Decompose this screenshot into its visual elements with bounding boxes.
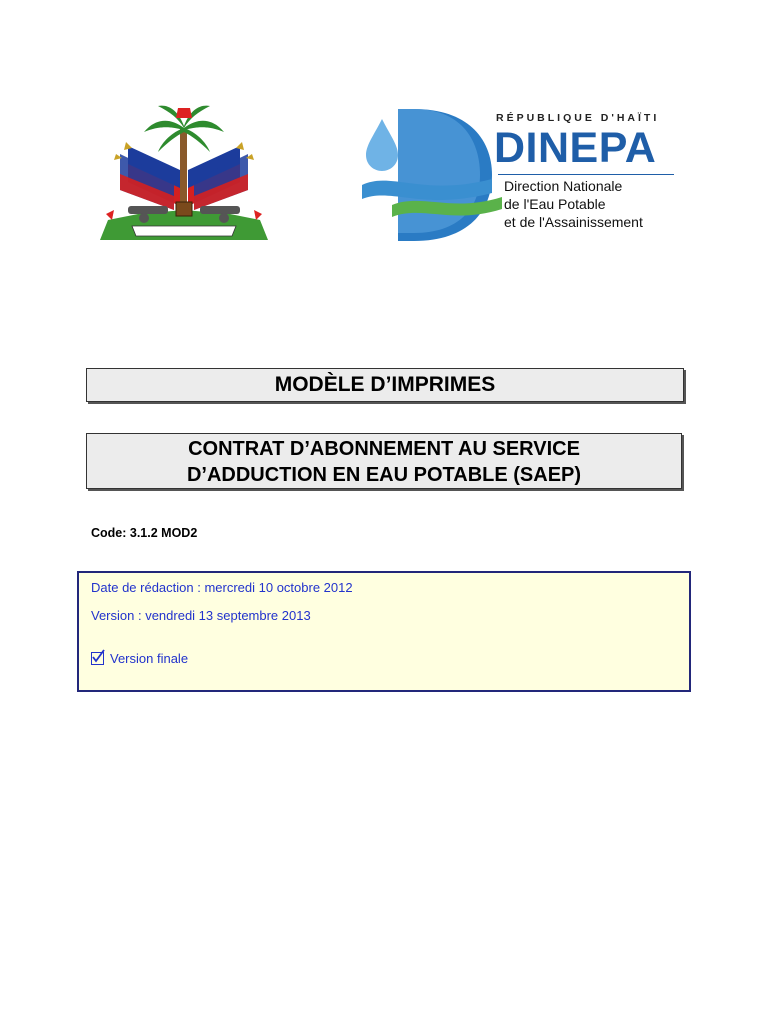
logo-subtitle-line-3: et de l'Assainissement bbox=[504, 214, 643, 230]
logo-subtitle-line-2: de l'Eau Potable bbox=[504, 196, 606, 212]
date-redaction: Date de rédaction : mercredi 10 octobre 2012 bbox=[91, 580, 353, 595]
version-status bbox=[91, 651, 188, 666]
document-subtitle-line-1: CONTRAT D’ABONNEMENT AU SERVICE bbox=[188, 438, 580, 460]
document-title-box bbox=[86, 368, 684, 402]
logo-divider bbox=[498, 174, 674, 175]
checked-checkbox-icon bbox=[91, 652, 104, 665]
coat-of-arms bbox=[98, 98, 270, 244]
document-info-box bbox=[77, 571, 691, 692]
logo-subtitle-line-1: Direction Nationale bbox=[504, 178, 623, 194]
logo-country-text: RÉPUBLIQUE D'HAÏTI bbox=[496, 112, 660, 124]
document-code: Code: 3.1.2 MOD2 bbox=[91, 526, 198, 540]
logo-brand-name: DINEPA bbox=[494, 124, 657, 172]
dinepa-logo bbox=[352, 101, 682, 246]
document-title: MODÈLE D’IMPRIMES bbox=[274, 373, 496, 396]
document-subtitle-box bbox=[86, 433, 682, 489]
document-subtitle-line-2: D’ADDUCTION EN EAU POTABLE (SAEP) bbox=[186, 464, 582, 486]
version-status-label: Version finale bbox=[110, 651, 189, 666]
version-date: Version : vendredi 13 septembre 2013 bbox=[91, 608, 311, 623]
